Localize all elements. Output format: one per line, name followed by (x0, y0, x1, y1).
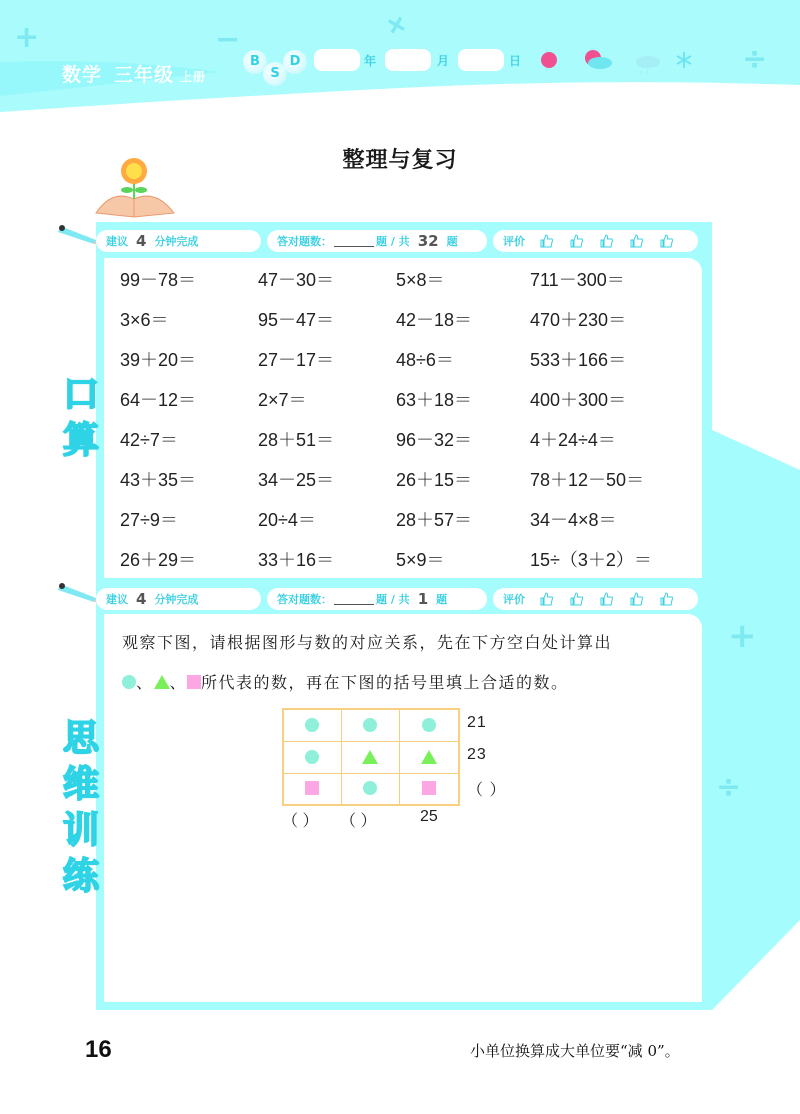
total-prefix: 题 / 共 (376, 593, 410, 606)
grid-cell (399, 773, 459, 805)
problem: 95－47＝ (258, 310, 335, 330)
page-number: 16 (85, 1036, 112, 1063)
triangle-shape-icon (362, 750, 378, 764)
problem: 42÷7＝ (120, 430, 178, 450)
suggest-prefix: 建议 (106, 593, 128, 606)
publisher-badge-d: D (283, 50, 307, 74)
correct-label: 答对题数： (277, 593, 332, 606)
problem: 27÷9＝ (120, 510, 178, 530)
circle-shape-icon (122, 675, 136, 689)
problem: 2×7＝ (258, 390, 307, 410)
problem: 99－78＝ (120, 270, 197, 290)
problem: 28＋57＝ (396, 510, 473, 530)
problem: 26＋29＝ (120, 550, 197, 570)
suggested-time (96, 588, 261, 610)
problem: 39＋20＝ (120, 350, 197, 370)
publisher-badge-s: S (263, 62, 287, 86)
total-count: 1 (417, 590, 429, 608)
rating (493, 588, 698, 610)
thumbs-up-icon[interactable] (569, 233, 585, 249)
side-label-char: 维 (62, 764, 99, 805)
problem: 26＋15＝ (396, 470, 473, 490)
correct-count-field[interactable] (334, 593, 374, 605)
thumbs-up-icon[interactable] (569, 591, 585, 607)
problem: 400＋300＝ (530, 390, 627, 410)
col-sum-answer-blank[interactable]: （ ） (282, 813, 319, 830)
prompt-line-2 (122, 670, 569, 693)
problem: 48÷6＝ (396, 350, 454, 370)
grid-cell (341, 741, 399, 773)
problem: 711－300＝ (530, 270, 625, 290)
thumbs-up-icon[interactable] (659, 233, 675, 249)
prompt-tail: 所代表的数，再在下图的括号里填上合适的数。 (201, 673, 569, 692)
grid-cell (341, 709, 399, 741)
shape-puzzle-grid (282, 708, 460, 806)
oral-info-bar (96, 228, 698, 254)
problem: 47－30＝ (258, 270, 335, 290)
grid-cell (283, 773, 341, 805)
grid-cell (283, 741, 341, 773)
correct-count-field[interactable] (334, 235, 374, 247)
problem: 20÷4＝ (258, 510, 316, 530)
side-label-char: 练 (62, 856, 99, 897)
circle-shape-icon (305, 718, 319, 732)
problem: 470＋230＝ (530, 310, 627, 330)
total-suffix: 题 (446, 235, 458, 248)
circle-shape-icon (422, 718, 436, 732)
thumbs-up-icon[interactable] (539, 233, 555, 249)
footer-tip: 小单位换算成大单位要“减 0”。 (470, 1042, 680, 1060)
side-label-char: 思 (62, 718, 99, 759)
square-shape-icon (187, 675, 201, 689)
problem: 78＋12－50＝ (530, 470, 645, 490)
problem: 28＋51＝ (258, 430, 335, 450)
correct-label: 答对题数： (277, 235, 332, 248)
suggest-suffix: 分钟完成 (154, 235, 199, 248)
grid-cell (399, 741, 459, 773)
circle-shape-icon (305, 750, 319, 764)
row-sum: 23 (467, 746, 487, 763)
thumbs-up-icon[interactable] (629, 233, 645, 249)
thumbs-up-icon[interactable] (659, 591, 675, 607)
publisher-badge-b: B (243, 50, 267, 74)
problem: 4＋24÷4＝ (530, 430, 616, 450)
thumbs-up-icon[interactable] (629, 591, 645, 607)
total-prefix: 题 / 共 (376, 235, 410, 248)
volume-label: 上册 (180, 70, 207, 84)
suggested-time (96, 230, 261, 252)
thumbs-up-icon[interactable] (539, 591, 555, 607)
total-suffix: 题 (436, 593, 448, 606)
square-shape-icon (305, 781, 319, 795)
problem: 533＋166＝ (530, 350, 627, 370)
col-sum: 25 (420, 808, 438, 825)
total-count: 32 (417, 232, 439, 250)
problem: 34－4×8＝ (530, 510, 617, 530)
problem: 42－18＝ (396, 310, 473, 330)
problem: 64－12＝ (120, 390, 197, 410)
problem: 3×6＝ (120, 310, 169, 330)
oral-side-label (56, 372, 106, 464)
problem: 5×9＝ (396, 550, 445, 570)
page-title: 整理与复习 (342, 148, 458, 173)
problem: 63＋18＝ (396, 390, 473, 410)
row-sum-answer-blank[interactable]: （ ） (467, 782, 507, 799)
times-decoration-icon: + (378, 4, 416, 45)
col-sum-answer-blank[interactable]: （ ） (340, 813, 377, 830)
triangle-shape-icon (421, 750, 437, 764)
divide-decoration-icon: ÷ (742, 42, 768, 77)
divide-decoration-icon: ÷ (716, 770, 742, 805)
thinking-side-label (56, 716, 106, 900)
correct-count (267, 230, 487, 252)
month-label: 月 (437, 54, 450, 68)
side-label-char: 算 (62, 420, 99, 461)
suggested-minutes: 4 (136, 232, 147, 250)
oral-problems-grid (120, 266, 680, 586)
problem: 96－32＝ (396, 430, 473, 450)
minus-decoration-icon: − (215, 22, 241, 57)
rating (493, 230, 698, 252)
suggested-minutes: 4 (136, 590, 147, 608)
rating-label: 评价 (503, 593, 525, 606)
year-label: 年 (364, 54, 377, 68)
correct-count (267, 588, 487, 610)
side-label-char: 口 (62, 374, 99, 415)
circle-shape-icon (363, 718, 377, 732)
prompt-line-1: 观察下图，请根据图形与数的对应关系，先在下方空白处计算出 (122, 633, 613, 652)
plus-decoration-icon: + (728, 616, 757, 656)
subject-label: 数学 (62, 64, 103, 86)
plus-decoration-icon: + (14, 20, 40, 55)
thinking-info-bar (96, 586, 698, 612)
separator: 、 (169, 673, 188, 692)
problem: 27－17＝ (258, 350, 335, 370)
thumbs-up-icon[interactable] (599, 233, 615, 249)
problem: 33＋16＝ (258, 550, 335, 570)
suggest-suffix: 分钟完成 (154, 593, 199, 606)
grade-label: 三年级 (114, 64, 175, 86)
day-label: 日 (509, 54, 522, 68)
triangle-shape-icon (154, 675, 170, 689)
separator: 、 (136, 673, 154, 692)
circle-shape-icon (363, 781, 377, 795)
grid-cell (283, 709, 341, 741)
problem: 34－25＝ (258, 470, 335, 490)
grid-cell (341, 773, 399, 805)
problem: 15÷（3＋2）＝ (530, 550, 652, 570)
problem: 43＋35＝ (120, 470, 197, 490)
square-shape-icon (422, 781, 436, 795)
suggest-prefix: 建议 (106, 235, 128, 248)
thumbs-up-icon[interactable] (599, 591, 615, 607)
side-label-char: 训 (62, 810, 99, 851)
rating-label: 评价 (503, 235, 525, 248)
row-sum: 21 (467, 714, 487, 731)
grid-cell (399, 709, 459, 741)
problem: 5×8＝ (396, 270, 445, 290)
